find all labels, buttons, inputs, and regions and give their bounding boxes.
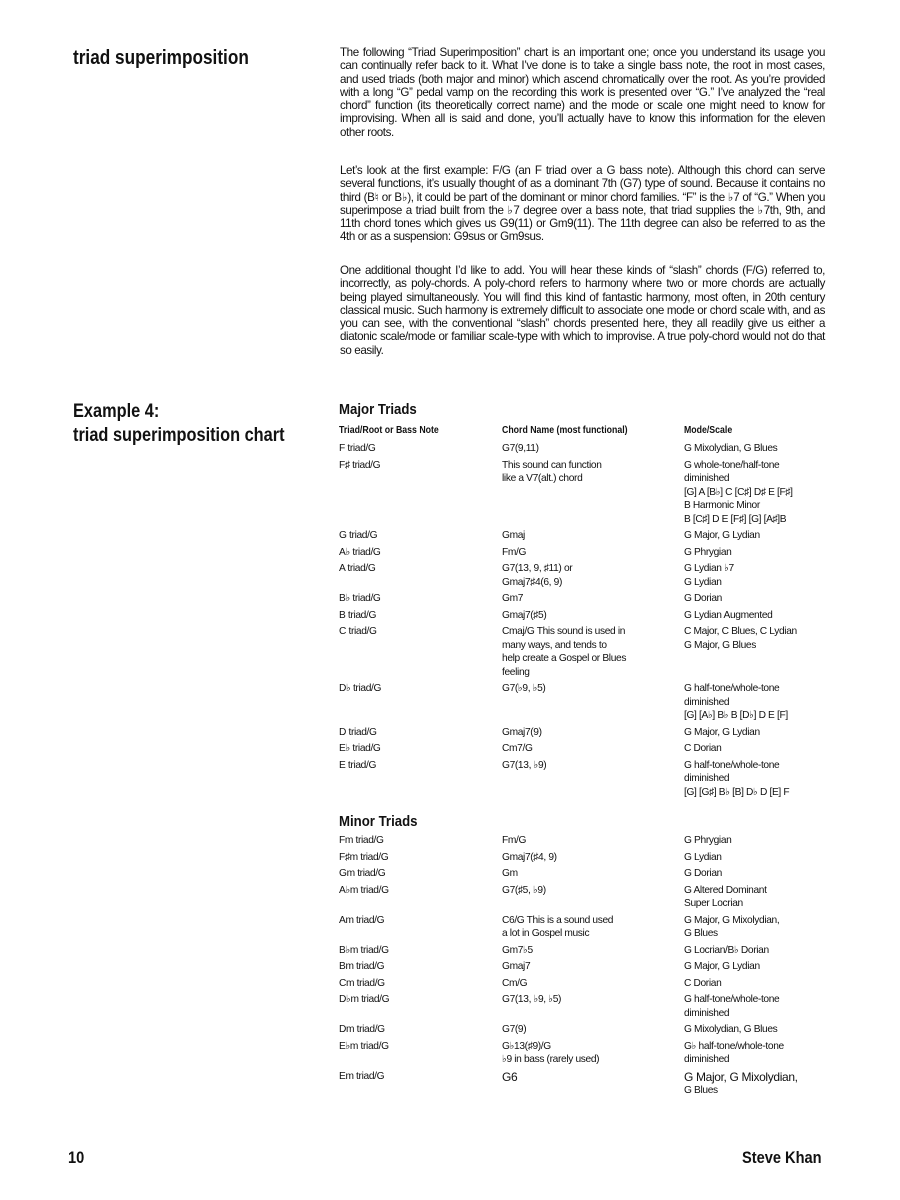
scale-cell-line: G half-tone/whole-tone — [684, 683, 780, 694]
scale-cell-line: G whole-tone/half-tone — [684, 459, 780, 471]
table-row — [339, 459, 839, 527]
scale-cell — [684, 682, 834, 723]
chord-cell — [502, 592, 684, 606]
triad-cell: D♭m triad/G — [339, 994, 390, 1005]
page-number: 10 — [68, 1148, 85, 1167]
scale-cell — [684, 1040, 834, 1067]
scale-cell-line: G Major, G Lydian — [684, 530, 760, 541]
table-row — [339, 562, 839, 589]
chord-cell-line: ♭9 in bass (rarely used) — [502, 1054, 600, 1065]
minor-triads-heading: Minor Triads — [339, 813, 418, 830]
table-row — [339, 726, 839, 740]
scale-cell — [684, 459, 834, 527]
table-row — [339, 1070, 839, 1098]
chord-cell — [502, 960, 684, 974]
table-row — [339, 442, 839, 456]
chord-cell-line: Gmaj7(♯5) — [502, 609, 547, 621]
scale-cell — [684, 1023, 834, 1037]
scale-cell-line: G half-tone/whole-tone — [684, 994, 780, 1005]
scale-cell — [684, 960, 834, 974]
scale-cell-line: G Mixolydian, G Blues — [684, 443, 778, 454]
scale-cell — [684, 977, 834, 991]
scale-cell-line: G Blues — [684, 1084, 718, 1096]
author-name: Steve Khan — [742, 1148, 822, 1167]
scale-cell-line: B Harmonic Minor — [684, 500, 760, 511]
triad-cell: F♯m triad/G — [339, 851, 389, 863]
column-header-chord: Chord Name (most functional) — [502, 425, 628, 436]
chord-cell — [502, 546, 684, 560]
scale-cell — [684, 851, 834, 865]
scale-cell — [684, 726, 834, 740]
chord-cell — [502, 682, 684, 723]
scale-cell-line: G Major, G Lydian — [684, 961, 760, 972]
chord-cell — [502, 529, 684, 543]
chord-cell — [502, 1023, 684, 1037]
table-row — [339, 1040, 839, 1067]
chord-cell-line: G6 — [502, 1069, 518, 1084]
table-row — [339, 592, 839, 606]
scale-cell-line: G Major, G Lydian — [684, 726, 760, 738]
table-row — [339, 529, 839, 543]
scale-cell-line: G Major, G Blues — [684, 639, 756, 651]
scale-cell-line: G Major, G Mixolydian, — [684, 914, 780, 926]
triad-cell: F♯ triad/G — [339, 459, 381, 471]
triad-cell: B♭ triad/G — [339, 593, 381, 604]
triad-cell: Em triad/G — [339, 1070, 385, 1082]
triad-cell: Bm triad/G — [339, 961, 385, 972]
table-row — [339, 977, 839, 991]
scale-cell — [684, 884, 834, 911]
table-row — [339, 625, 839, 679]
chord-cell — [502, 914, 684, 941]
scale-cell-line: [G] [A♭] B♭ B [D♭] D E [F] — [684, 710, 788, 721]
scale-cell-line: G Altered Dominant — [684, 884, 767, 896]
chord-cell-line: like a V7(alt.) chord — [502, 473, 583, 484]
scale-cell — [684, 529, 834, 543]
triad-cell: E♭ triad/G — [339, 743, 381, 754]
scale-cell-line: B [C♯] D E [F♯] [G] [A♯]B — [684, 513, 787, 525]
scale-cell-line: G Blues — [684, 928, 718, 939]
chord-cell — [502, 834, 684, 848]
scale-cell — [684, 759, 834, 800]
chord-cell-line: feeling — [502, 666, 530, 678]
table-row — [339, 742, 839, 756]
section-title: triad superimposition — [73, 47, 249, 69]
chord-cell-line: Gm — [502, 868, 518, 879]
chord-cell — [502, 625, 684, 679]
scale-cell — [684, 1070, 834, 1098]
triad-cell: B triad/G — [339, 609, 377, 621]
chord-cell-line: Fm/G — [502, 546, 527, 558]
triad-cell: C triad/G — [339, 626, 377, 637]
scale-cell-line: G Lydian ♭7 — [684, 563, 734, 574]
scale-cell-line: G Mixolydian, G Blues — [684, 1024, 778, 1035]
scale-cell-line: C Dorian — [684, 743, 722, 754]
scale-cell — [684, 609, 834, 623]
scale-cell — [684, 592, 834, 606]
chord-cell-line: G7(9) — [502, 1024, 527, 1035]
scale-cell — [684, 625, 834, 679]
chord-cell — [502, 977, 684, 991]
chord-cell — [502, 993, 684, 1020]
scale-cell — [684, 834, 834, 848]
scale-cell-line: C Major, C Blues, C Lydian — [684, 626, 797, 637]
triad-cell: E triad/G — [339, 759, 377, 771]
triad-cell: E♭m triad/G — [339, 1040, 389, 1052]
chord-cell-line: Gm7♭5 — [502, 944, 533, 956]
chord-cell-line: help create a Gospel or Blues — [502, 653, 627, 664]
scale-cell — [684, 442, 834, 456]
chord-cell — [502, 442, 684, 456]
chord-cell-line: Cm/G — [502, 977, 528, 989]
table-row — [339, 944, 839, 958]
scale-cell-line: [G] [G♯] B♭ [B] D♭ D [E] F — [684, 786, 790, 798]
chord-cell-line: G♭13(♯9)/G — [502, 1040, 551, 1052]
chord-cell — [502, 459, 684, 527]
triad-cell: A triad/G — [339, 563, 376, 574]
scale-cell-line: G♭ half-tone/whole-tone — [684, 1040, 784, 1052]
scale-cell-line: diminished — [684, 773, 730, 784]
chord-cell-line: Gm7 — [502, 593, 524, 604]
scale-cell-line: G Phrygian — [684, 546, 732, 558]
column-header-scale: Mode/Scale — [684, 425, 733, 436]
chord-cell — [502, 609, 684, 623]
major-triads-table — [339, 442, 839, 799]
scale-cell-line: G Lydian — [684, 576, 722, 588]
table-row — [339, 867, 839, 881]
table-row — [339, 609, 839, 623]
chord-cell — [502, 562, 684, 589]
scale-cell-line: G half-tone/whole-tone — [684, 759, 780, 771]
table-row — [339, 682, 839, 723]
triad-cell: F triad/G — [339, 443, 376, 454]
chord-cell-line: a lot in Gospel music — [502, 928, 590, 939]
table-row — [339, 914, 839, 941]
chord-cell-line: Cmaj/G This sound is used in — [502, 626, 626, 637]
scale-cell-line: G Phrygian — [684, 835, 732, 846]
chord-cell-line: Gmaj7(9) — [502, 726, 542, 738]
scale-cell-line: [G] A [B♭] C [C♯] D♯ E [F♯] — [684, 486, 793, 498]
chord-cell-line: Cm7/G — [502, 743, 533, 754]
triad-cell: G triad/G — [339, 530, 378, 541]
chord-cell-line: Gmaj — [502, 530, 525, 541]
table-row — [339, 884, 839, 911]
table-row — [339, 1023, 839, 1037]
scale-cell — [684, 944, 834, 958]
triad-cell: Gm triad/G — [339, 868, 386, 879]
chord-cell-line: many ways, and tends to — [502, 639, 607, 651]
scale-cell — [684, 914, 834, 941]
scale-cell-line: G Lydian — [684, 851, 722, 863]
scale-cell-line: G Locrian/B♭ Dorian — [684, 944, 769, 956]
triad-cell: Am triad/G — [339, 914, 385, 926]
chord-cell — [502, 867, 684, 881]
scale-cell-line: diminished — [684, 473, 730, 484]
chord-cell-line: Gmaj7 — [502, 961, 531, 972]
scale-cell-line: G Dorian — [684, 868, 722, 879]
chord-cell — [502, 759, 684, 800]
scale-cell-line: G Dorian — [684, 593, 722, 604]
scale-cell — [684, 742, 834, 756]
table-row — [339, 546, 839, 560]
table-row — [339, 993, 839, 1020]
scale-cell — [684, 562, 834, 589]
major-triads-heading: Major Triads — [339, 401, 417, 418]
scale-cell-line: G Lydian Augmented — [684, 609, 773, 621]
scale-cell-line: diminished — [684, 696, 730, 708]
table-row — [339, 759, 839, 800]
chord-cell — [502, 726, 684, 740]
chord-cell-line: G7(13, ♭9, ♭5) — [502, 994, 562, 1005]
chord-cell-line: G7(13, ♭9) — [502, 759, 547, 771]
chord-cell — [502, 851, 684, 865]
column-header-triad: Triad/Root or Bass Note — [339, 425, 439, 436]
scale-cell — [684, 867, 834, 881]
chord-cell — [502, 742, 684, 756]
chord-cell — [502, 1070, 684, 1098]
scale-cell-line: diminished — [684, 1007, 730, 1019]
chord-cell-line: G7(♯5, ♭9) — [502, 884, 546, 896]
chord-cell-line: G7(9,11) — [502, 443, 539, 454]
poly-chord-paragraph: One additional thought I’d like to add. You will hear these kinds of “slash” chords (F/G) referred to, incorrectly, as poly-chords. A poly-chord refers to harmony where two or more chords are actually being played simultaneously. You will find this kind of fantastic harmony, most often, in 20th century classical music. Such harmony is extremely difficult to associate one mode or chord scale with, and as you can see, with the conventional “slash” chords presented here, they all readily give us either a diatonic scale/mode or familiar scale-type with which to improvise. A true poly-chord would not do that so easily. — [340, 264, 825, 357]
chord-cell — [502, 1040, 684, 1067]
scale-cell — [684, 546, 834, 560]
triad-cell: Fm triad/G — [339, 835, 384, 846]
intro-paragraph: The following “Triad Superimposition” chart is an important one; once you understand its usage you can continually refer back to it. What I’ve done is to take a single bass note, the root in most cases, and used triads (both major and minor) which ascend chromatically over the root. As you’re provided with a long “G” pedal vamp on the recording this work is presented over “G.” I’ve analyzed the “real chord” function (its theoretically correct name) and the mode or scale one might need to know for improvising. When all is said and done, you’ll actually have to know this information for the eleven other roots. — [340, 46, 825, 139]
triad-cell: B♭m triad/G — [339, 944, 389, 956]
scale-cell-line: Super Locrian — [684, 898, 743, 909]
scale-cell — [684, 993, 834, 1020]
chord-cell-line: G7(13, 9, ♯11) or — [502, 563, 573, 574]
table-row — [339, 834, 839, 848]
chord-cell — [502, 884, 684, 911]
triad-cell: D triad/G — [339, 726, 377, 738]
chord-cell-line: Gmaj7♯4(6, 9) — [502, 576, 562, 588]
chord-cell-line: C6/G This is a sound used — [502, 914, 614, 926]
chord-cell-line: Fm/G — [502, 835, 527, 846]
scale-cell-line: C Dorian — [684, 977, 722, 989]
scale-cell-line: G Major, G Mixolydian, — [684, 1069, 798, 1084]
chord-cell-line: This sound can function — [502, 459, 602, 471]
triad-cell: Dm triad/G — [339, 1024, 385, 1035]
triad-cell: A♭ triad/G — [339, 546, 381, 558]
triad-cell: D♭ triad/G — [339, 683, 382, 694]
triad-cell: A♭m triad/G — [339, 884, 389, 896]
example-paragraph: Let’s look at the first example: F/G (an F triad over a G bass note). Although this chord can serve several functions, it’s usually thought of as a dominant 7th (G7) type of sound. Because it contains no third (B♮ or B♭), it could be part of the dominant or minor chord families. “F” is the ♭7 of “G.” When you superimpose a triad built from the ♭7 degree over a bass note, that triad supplies the ♭7th, 9th, and 11th chord tones which gives us G9(11) or Gm9(11). The 11th degree can also be referred to as the 4th or as a suspension: G9sus or Gm9sus. — [340, 164, 825, 244]
table-row — [339, 851, 839, 865]
table-row — [339, 960, 839, 974]
minor-triads-table — [339, 834, 839, 1097]
chord-cell — [502, 944, 684, 958]
example-subtitle: triad superimposition chart — [73, 425, 285, 446]
chord-cell-line: Gmaj7(♯4, 9) — [502, 851, 557, 863]
triad-cell: Cm triad/G — [339, 977, 385, 989]
example-title: Example 4: — [73, 401, 160, 422]
chord-cell-line: G7(♭9, ♭5) — [502, 683, 546, 694]
scale-cell-line: diminished — [684, 1054, 730, 1065]
